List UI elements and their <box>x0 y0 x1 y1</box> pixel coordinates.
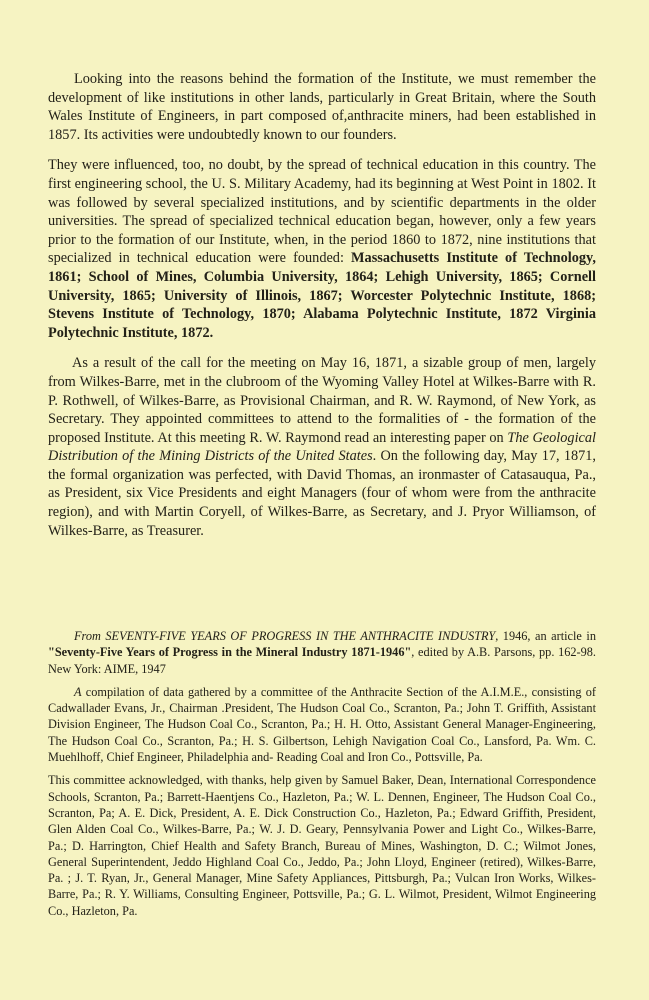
compilation-text: compilation of data gathered by a committee of the Anthracite Section of the A.I.M.E., consisting of Cadwallader Evans, Jr., Chairman .President, The Hudson Coal Co., Scranton, Pa.; John T. Griffith, Assistant Division Engineer, The Hudson Coal Co., Scranton, Pa.; H. H. Otto, Assistant General Manager-Engineering, The Hudson Coal Co., Scranton, Pa.; H. S. Gilbertson, Lehigh Navigation Coal Co., Lansford, Pa. Wm. C. Muehlhoff, Chief Engineer, Philadelphia and- Reading Coal and Iron Co., Pottsville, Pa. <box>48 684 596 765</box>
paragraph-meeting <box>48 354 596 540</box>
source-text-b: , edited by A.B. Parsons, pp. 162-98. New York: AIME, 1947 <box>48 645 597 676</box>
compilation-note <box>48 684 596 765</box>
paragraph-meeting-text-b: . On the following day, May 17, 1871, the formal organization was perfected, with David Thomas, an ironmaster of Catasauqua, Pa., as President, six Vice Presidents and eight Managers (four of whom were from the anthracite region), and with Martin Coryell, of Wilkes-Barre, as Secretary, and J. Pryor Williamson, of Wilkes-Barre, as Treasurer. <box>48 448 596 539</box>
source-title: From SEVENTY-FIVE YEARS OF PROGRESS IN THE ANTHRACITE INDUSTRY <box>74 629 496 643</box>
paragraph-technical-education-text: They were influenced, too, no doubt, by the spread of technical education in this country. The first engineering school, the U. S. Military Academy, had its beginning at West Point in 1802. It was followed by several specialized institutions, and by scientific departments in the older universities. The spread of specialized technical education began, however, only a few years prior to the formation of our Institute, when, in the period 1860 to 1872, nine institutions that specialized in technical education were founded: <box>48 157 596 267</box>
paragraph-meeting-text-a: As a result of the call for the meeting on May 16, 1871, a sizable group of men, largely from Wilkes-Barre, met in the clubroom of the Wyoming Valley Hotel at Wilkes-Barre with R. P. Rothwell, of Wilkes-Barre, as Provisional Chairman, and R. W. Raymond, of New York, as Secretary. They appointed committees to attend to the formalities of - the formation of the proposed Institute. At this meeting R. W. Raymond read an interesting paper on <box>48 355 596 446</box>
main-text <box>48 70 596 552</box>
source-text-a: , 1946, an article in <box>495 629 596 643</box>
acknowledgement-note: This committee acknowledged, with thanks, help given by Samuel Baker, Dean, International Correspondence Schools, Scranton, Pa.; Barrett-Haentjens Co., Hazleton, Pa.; W. L. Dennen, Engineer, The Hudson Coal Co., Scranton, Pa; A. E. Dick, President, A. E. Dick Construction Co., Hazleton, Pa.; Edward Griffith, President, Glen Alden Coal Co., Wilkes-Barre, Pa.; W. J. D. Geary, Pennsylvania Power and Light Co., Wilkes-Barre, Pa.; D. Harrington, Chief Health and Safety Branch, Bureau of Mines, Washington, D. C.; Wilmot Jones, General Superintendent, Jeddo Highland Coal Co., Jeddo, Pa.; John Lloyd, Engineer (retired), Wilkes-Barre, Pa. ; J. T. Ryan, Jr., General Manager, Mine Safety Appliances, Pittsburgh, Pa.; Vulcan Iron Works, Wilkes-Barre, Pa.; R. Y. Williams, Consulting Engineer, Pottsville, Pa.; G. L. Wilmot, President, Wilmot Engineering Co., Hazleton, Pa. <box>48 773 596 918</box>
paragraph-origins: Looking into the reasons behind the formation of the Institute, we must remember the development of like institutions in other lands, particularly in Great Britain, where the South Wales Institute of Engineers, in part composed of,anthracite miners, had been established in 1857. Its activities were undoubtedly known to our founders. <box>48 71 596 143</box>
source-citation <box>48 628 596 677</box>
paper-title: The Geological Distribution of the Mining Districts of the United States <box>48 429 597 465</box>
institutions-list: Massachusetts Institute of Technology, 1861; School of Mines, Columbia University, 1864; Lehigh University, 1865; Cornell University, 1865; University of Illinois, 1867; Worcester Polytechnic Institute, 1868; Stevens Institute of Technology, 1870; Alabama Polytechnic Institute, 1872 Virginia Polytechnic Institute, 1872. <box>48 250 596 341</box>
article-title: "Seventy-Five Years of Progress in the Mineral Industry 1871-1946" <box>48 645 412 660</box>
compilation-initial: A <box>74 684 82 699</box>
source-notes <box>48 628 596 926</box>
paragraph-technical-education <box>48 156 596 342</box>
